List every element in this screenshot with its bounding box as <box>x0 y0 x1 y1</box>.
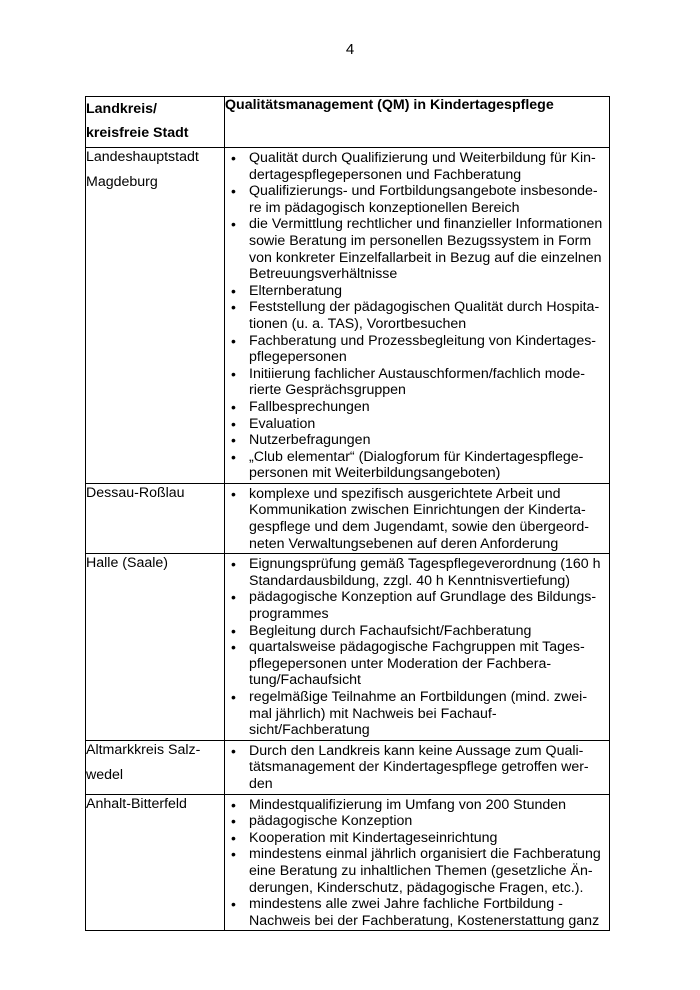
list-item-text-line: • Fallbesprechungen <box>249 398 370 415</box>
qm-measures-cell <box>225 740 610 794</box>
list-item-text-line: • Durch den Landkreis kann keine Aussage zum Quali- <box>249 742 584 759</box>
list-item-text-line: gespflege und dem Jugendamt, sowie den übergeord- <box>249 519 589 536</box>
table-row <box>86 554 610 741</box>
header-region-line: kreisfreie Stadt <box>86 125 189 141</box>
qm-measures-list <box>225 795 609 931</box>
list-item-text-line: • mindestens einmal jährlich organisiert die Fachberatung <box>249 846 601 863</box>
list-item-text-line: eine Beratung zu inhaltlichen Themen (gesetzliche Än- <box>249 862 593 879</box>
list-item-text-line: pflegepersonen <box>249 349 347 366</box>
list-item <box>225 830 607 847</box>
qm-measures-cell <box>225 483 610 553</box>
list-item-text-line: personen mit Weiterbildungsangeboten) <box>249 465 501 482</box>
list-item-text-line: • Begleitung durch Fachaufsicht/Fachberatung <box>249 622 532 639</box>
list-item-text-line: Kommunikation zwischen Einrichtungen der Kinderta- <box>249 502 586 519</box>
list-item-text-line: • Initiierung fachlicher Austauschformen/fachlich mode- <box>249 365 585 382</box>
list-item <box>225 589 607 622</box>
qm-measures-list <box>225 484 609 553</box>
list-item-text-line: dertagespflegepersonen und Fachberatung <box>249 166 522 183</box>
list-item-text-line: • pädagogische Konzeption <box>249 813 413 830</box>
list-item <box>225 689 607 739</box>
list-item-text-line: • komplexe und spezifisch ausgerichtete Arbeit und <box>249 485 561 502</box>
list-item <box>225 333 607 366</box>
region-cell <box>86 483 225 553</box>
table-row <box>86 148 610 484</box>
list-item-text-line: • pädagogische Konzeption auf Grundlage des Bildungs- <box>249 589 597 606</box>
list-item-text-line: • Feststellung der pädagogischen Qualität durch Hospita- <box>249 299 600 316</box>
qm-measures-list <box>225 741 609 794</box>
table-body <box>86 148 610 931</box>
list-item-text-line: Standardausbildung, zzgl. 40 h Kenntnisvertiefung) <box>249 572 571 589</box>
list-item-text-line: programmes <box>249 606 329 623</box>
list-item <box>225 399 607 416</box>
header-qm-column: Qualitätsmanagement (QM) in Kindertagespflege <box>225 97 610 148</box>
region-cell <box>86 148 225 484</box>
list-item-text-line: rierte Gesprächsgruppen <box>249 382 406 399</box>
region-cell <box>86 794 225 931</box>
list-item-text-line: • mindestens alle zwei Jahre fachliche Fortbildung - <box>249 896 563 913</box>
list-item-text-line: • die Vermittlung rechtlicher und finanzieller Informationen <box>249 216 603 233</box>
list-item <box>225 366 607 399</box>
qm-measures-list <box>225 554 609 740</box>
list-item-text-line: tionen (u. a. TAS), Vorortbesuchen <box>249 315 467 332</box>
list-item-text-line: derungen, Kinderschutz, pädagogische Fragen, etc.). <box>249 879 584 896</box>
list-item-text-line: Nachweis bei der Fachberatung, Kostenerstattung ganz <box>249 912 600 929</box>
list-item-text-line: den <box>249 775 273 792</box>
header-region-column <box>86 97 225 148</box>
list-item <box>225 486 607 552</box>
region-name-line: Dessau-Roßlau <box>86 484 185 501</box>
list-item <box>225 743 607 793</box>
table-header-row <box>86 97 610 148</box>
list-item-text-line: • quartalsweise pädagogische Fachgruppen mit Tages- <box>249 639 585 656</box>
list-item-text-line: • Mindestqualifizierung im Umfang von 200 Stunden <box>249 796 567 813</box>
region-name-line: Altmarkkreis Salz- <box>86 741 201 758</box>
list-item <box>225 639 607 689</box>
region-name-line: Anhalt-Bitterfeld <box>86 795 187 812</box>
table-row <box>86 794 610 931</box>
list-item <box>225 416 607 433</box>
list-item-text-line: tung/Fachaufsicht <box>249 672 361 689</box>
list-item <box>225 216 607 282</box>
list-item <box>225 797 607 814</box>
qm-measures-cell <box>225 794 610 931</box>
region-name-line: Halle (Saale) <box>86 555 169 572</box>
list-item-text-line: • Qualifizierungs- und Fortbildungsangebote insbesonde- <box>249 183 598 200</box>
list-item-text-line: von konkreter Einzelfallarbeit in Bezug auf die einzelnen <box>249 249 602 266</box>
list-item-text-line: pflegepersonen unter Moderation der Fachbera- <box>249 655 552 672</box>
list-item-text-line: • Elternberatung <box>249 282 343 299</box>
list-item-text-line: • Nutzerbefragungen <box>249 432 371 449</box>
list-item-text-line: Betreuungsverhältnisse <box>249 266 398 283</box>
page-number: 4 <box>345 41 355 58</box>
list-item <box>225 623 607 640</box>
list-item-text-line: sicht/Fachberatung <box>249 722 370 739</box>
region-name-line: Landeshauptstadt <box>86 149 199 165</box>
list-item <box>225 283 607 300</box>
header-region-line: Landkreis/ <box>86 101 157 117</box>
region-cell <box>86 554 225 741</box>
list-item-text-line: tätsmanagement der Kindertagespflege getroffen wer- <box>249 759 589 776</box>
list-item <box>225 896 607 929</box>
list-item <box>225 449 607 482</box>
region-name-line: wedel <box>86 766 124 783</box>
list-item-text-line: mal jährlich) mit Nachweis bei Fachauf- <box>249 705 497 722</box>
list-item-text-line: • Eignungsprüfung gemäß Tagespflegeverordnung (160 h <box>249 556 601 573</box>
list-item <box>225 183 607 216</box>
list-item-text-line: • regelmäßige Teilnahme an Fortbildungen (mind. zwei- <box>249 689 588 705</box>
list-item <box>225 299 607 332</box>
table-row <box>86 483 610 553</box>
list-item <box>225 556 607 589</box>
list-item <box>225 432 607 449</box>
list-item-text-line: • Evaluation <box>249 415 316 432</box>
table-row <box>86 740 610 794</box>
qm-measures-list <box>225 148 609 483</box>
list-item <box>225 846 607 896</box>
region-cell <box>86 740 225 794</box>
list-item <box>225 150 607 183</box>
list-item-text-line: sowie Beratung im personellen Bezugssystem in Form <box>249 232 592 249</box>
list-item <box>225 813 607 830</box>
list-item-text-line: re im pädagogisch konzeptionellen Bereich <box>249 199 520 216</box>
region-name-line: Magdeburg <box>86 174 158 190</box>
qm-measures-cell <box>225 554 610 741</box>
list-item-text-line: • „Club elementar“ (Dialogforum für Kindertagespflege- <box>249 448 584 465</box>
qm-table <box>85 96 610 931</box>
list-item-text-line: • Fachberatung und Prozessbegleitung von Kindertages- <box>249 332 597 349</box>
qm-measures-cell <box>225 148 610 484</box>
list-item-text-line: • Qualität durch Qualifizierung und Weiterbildung für Kin- <box>249 150 596 166</box>
list-item-text-line: • Kooperation mit Kindertageseinrichtung <box>249 829 498 846</box>
list-item-text-line: neten Verwaltungsebenen auf deren Anforderung <box>249 535 559 552</box>
